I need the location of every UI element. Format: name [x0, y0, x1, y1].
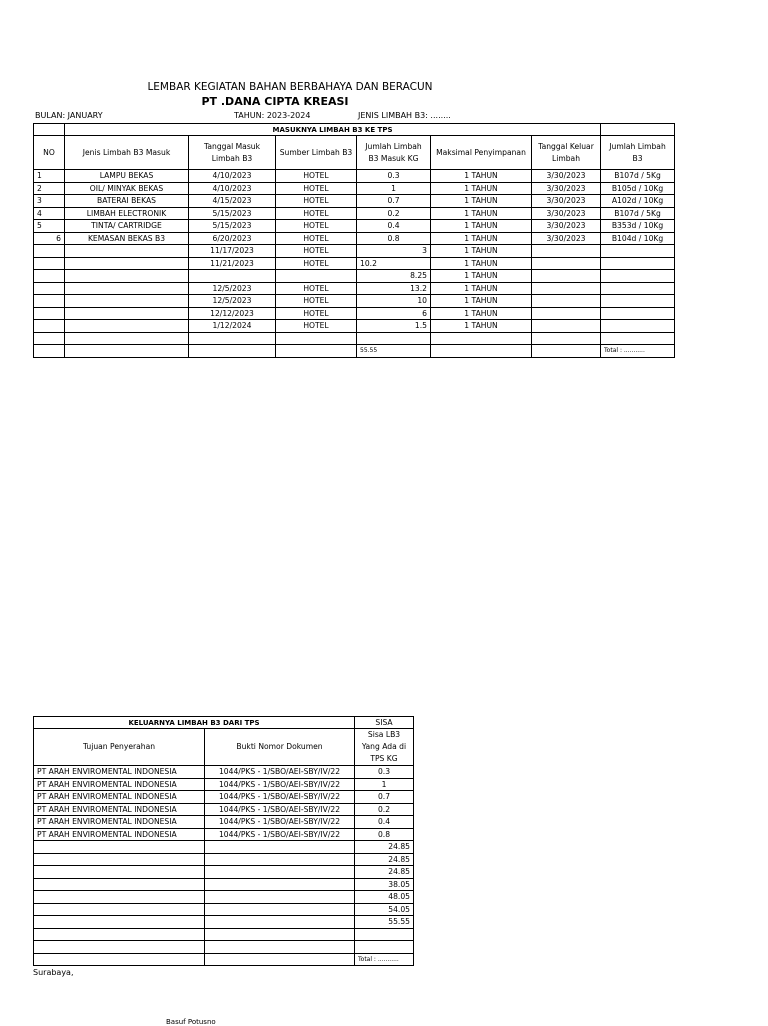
table-cell: 5/15/2023 — [189, 220, 276, 233]
table-cell — [355, 941, 414, 954]
table-cell: 1044/PKS - 1/SBO/AEI-SBY/IV/22 — [205, 828, 355, 841]
table-cell: 4/15/2023 — [189, 195, 276, 208]
table-row — [34, 778, 414, 791]
table-row — [34, 220, 675, 233]
table-cell: HOTEL — [276, 307, 357, 320]
table-cell — [205, 916, 355, 929]
table-row — [34, 916, 414, 929]
company-name: PT .DANA CIPTA KREASI — [201, 95, 349, 108]
table-cell: 3 — [34, 195, 65, 208]
table-cell — [532, 295, 601, 308]
table-cell — [189, 332, 276, 345]
table-cell: 1 TAHUN — [431, 257, 532, 270]
table-cell: 4/10/2023 — [189, 182, 276, 195]
table-row — [34, 182, 675, 195]
table-cell: 12/5/2023 — [189, 295, 276, 308]
table-cell — [601, 320, 675, 333]
table-cell: 1.5 — [357, 320, 431, 333]
table-cell — [355, 928, 414, 941]
table-row — [34, 195, 675, 208]
column-header: Sisa LB3 Yang Ada di TPS KG — [355, 729, 414, 766]
table-cell: 1 TAHUN — [431, 232, 532, 245]
column-header: Tujuan Penyerahan — [34, 729, 205, 766]
table-cell: 0.2 — [357, 207, 431, 220]
total-row — [34, 953, 414, 966]
table-cell — [34, 257, 65, 270]
table-cell — [532, 257, 601, 270]
table-cell: 3/30/2023 — [532, 207, 601, 220]
table-cell: B105d / 10Kg — [601, 182, 675, 195]
table-cell — [205, 853, 355, 866]
table-cell — [532, 282, 601, 295]
table-cell: 1/12/2024 — [189, 320, 276, 333]
table-row — [34, 766, 414, 779]
table-cell: 0.8 — [355, 828, 414, 841]
table-cell — [532, 320, 601, 333]
table-cell: 6 — [357, 307, 431, 320]
table-cell — [34, 320, 65, 333]
sisa-label: SISA — [355, 717, 414, 729]
table-cell — [431, 332, 532, 345]
table-cell — [189, 345, 276, 358]
total-label: Total : ........... — [601, 345, 675, 358]
table-cell: 8.25 — [357, 270, 431, 283]
table-cell — [189, 270, 276, 283]
table-cell: 24.85 — [355, 853, 414, 866]
table-cell: 54.05 — [355, 903, 414, 916]
table-cell — [601, 332, 675, 345]
table-cell: 0.2 — [355, 803, 414, 816]
table-cell — [34, 282, 65, 295]
table-cell — [205, 841, 355, 854]
table-row — [34, 295, 675, 308]
table-cell: 55.55 — [355, 916, 414, 929]
table-cell — [34, 928, 205, 941]
table-cell — [34, 307, 65, 320]
table-cell — [205, 903, 355, 916]
column-header: Bukti Nomor Dokumen — [205, 729, 355, 766]
table-row — [34, 320, 675, 333]
column-header: Jumlah Limbah B3 Masuk KG — [357, 136, 431, 170]
table-cell: 1044/PKS - 1/SBO/AEI-SBY/IV/22 — [205, 778, 355, 791]
table-cell: HOTEL — [276, 182, 357, 195]
table-row — [34, 891, 414, 904]
waste-type-label: JENIS LIMBAH B3: ........ — [358, 111, 451, 120]
table-cell: 1 TAHUN — [431, 295, 532, 308]
table-cell — [601, 307, 675, 320]
table-cell — [532, 345, 601, 358]
table-cell — [65, 245, 189, 258]
table-cell: 1 — [355, 778, 414, 791]
table-cell — [65, 270, 189, 283]
table-cell: 1 TAHUN — [431, 195, 532, 208]
column-header: Tanggal Masuk Limbah B3 — [189, 136, 276, 170]
table-cell: B107d / 5Kg — [601, 170, 675, 183]
table-cell — [601, 257, 675, 270]
table-cell — [65, 320, 189, 333]
table-cell: 10 — [357, 295, 431, 308]
table-cell — [65, 332, 189, 345]
table-cell: 6/20/2023 — [189, 232, 276, 245]
table-cell: 0.8 — [357, 232, 431, 245]
table-cell: 13.2 — [357, 282, 431, 295]
table-cell: 1 TAHUN — [431, 170, 532, 183]
table-cell: HOTEL — [276, 257, 357, 270]
table-row — [34, 853, 414, 866]
table-cell: 3/30/2023 — [532, 220, 601, 233]
table-row — [34, 245, 675, 258]
table-cell: TINTA/ CARTRIDGE — [65, 220, 189, 233]
month-label: BULAN: JANUARY — [35, 111, 103, 120]
table-cell: LAMPU BEKAS — [65, 170, 189, 183]
table-cell: 1 — [34, 170, 65, 183]
column-header: Maksimal Penyimpanan — [431, 136, 532, 170]
table-cell: 1 TAHUN — [431, 182, 532, 195]
table-cell — [34, 332, 65, 345]
table-cell: 1 TAHUN — [431, 282, 532, 295]
table-cell: 2 — [34, 182, 65, 195]
table-cell: 24.85 — [355, 866, 414, 879]
table-row — [34, 816, 414, 829]
table-cell — [601, 270, 675, 283]
table-row — [34, 282, 675, 295]
table-row — [34, 307, 675, 320]
table-cell: KEMASAN BEKAS B3 — [65, 232, 189, 245]
total-value: 55.55 — [357, 345, 431, 358]
table-cell: 1 TAHUN — [431, 207, 532, 220]
table-row — [34, 903, 414, 916]
table-cell — [532, 332, 601, 345]
table-cell — [205, 928, 355, 941]
table-cell: 38.05 — [355, 878, 414, 891]
table-cell: B353d / 10Kg — [601, 220, 675, 233]
table-cell: 5 — [34, 220, 65, 233]
table-cell: HOTEL — [276, 245, 357, 258]
table-row — [34, 791, 414, 804]
table-cell: 0.7 — [355, 791, 414, 804]
table-cell: 0.3 — [357, 170, 431, 183]
table-cell: PT ARAH ENVIROMENTAL INDONESIA — [34, 828, 205, 841]
table-row — [34, 841, 414, 854]
table-cell: BATERAI BEKAS — [65, 195, 189, 208]
table-cell: B104d / 10Kg — [601, 232, 675, 245]
table-cell: LIMBAH ELECTRONIK — [65, 207, 189, 220]
table-cell: 1044/PKS - 1/SBO/AEI-SBY/IV/22 — [205, 766, 355, 779]
table-cell: 3/30/2023 — [532, 232, 601, 245]
table-cell: 1 TAHUN — [431, 270, 532, 283]
table-cell — [601, 295, 675, 308]
table-row — [34, 928, 414, 941]
table-cell — [205, 866, 355, 879]
table-cell: PT ARAH ENVIROMENTAL INDONESIA — [34, 803, 205, 816]
table-cell: HOTEL — [276, 220, 357, 233]
table-cell: 1044/PKS - 1/SBO/AEI-SBY/IV/22 — [205, 816, 355, 829]
table-cell: 1044/PKS - 1/SBO/AEI-SBY/IV/22 — [205, 803, 355, 816]
table-cell: 48.05 — [355, 891, 414, 904]
table-cell: 3 — [357, 245, 431, 258]
total-label: Total : ........... — [355, 953, 414, 966]
table-cell: B107d / 5Kg — [601, 207, 675, 220]
table-cell — [34, 878, 205, 891]
table-cell: HOTEL — [276, 320, 357, 333]
table-cell — [205, 941, 355, 954]
table-cell — [34, 916, 205, 929]
table-cell: 1044/PKS - 1/SBO/AEI-SBY/IV/22 — [205, 791, 355, 804]
table-row — [34, 232, 675, 245]
table-cell — [532, 245, 601, 258]
table-row — [34, 828, 414, 841]
table-cell: PT ARAH ENVIROMENTAL INDONESIA — [34, 778, 205, 791]
table-cell — [205, 891, 355, 904]
table-row — [34, 332, 675, 345]
table-cell — [34, 941, 205, 954]
table-cell — [65, 295, 189, 308]
table-cell — [34, 841, 205, 854]
table-cell: 1 TAHUN — [431, 220, 532, 233]
table-cell — [601, 282, 675, 295]
table-cell — [276, 270, 357, 283]
table-cell: 1 — [357, 182, 431, 195]
city-date-line: Surabaya, — [33, 968, 74, 977]
table-cell: HOTEL — [276, 170, 357, 183]
table-cell — [532, 270, 601, 283]
table-row — [34, 941, 414, 954]
table-cell — [34, 345, 65, 358]
table-cell: A102d / 10Kg — [601, 195, 675, 208]
table-cell: PT ARAH ENVIROMENTAL INDONESIA — [34, 791, 205, 804]
total-row — [34, 345, 675, 358]
table-cell: 1 TAHUN — [431, 320, 532, 333]
table-cell: 0.7 — [357, 195, 431, 208]
table-cell — [34, 270, 65, 283]
table-cell: HOTEL — [276, 282, 357, 295]
table-cell — [431, 345, 532, 358]
column-header: Sumber Limbah B3 — [276, 136, 357, 170]
signatory-name: Basuf Potusno — [166, 1018, 216, 1026]
table-cell: 3/30/2023 — [532, 170, 601, 183]
table-cell: HOTEL — [276, 195, 357, 208]
table-cell: 1 TAHUN — [431, 245, 532, 258]
table-row — [34, 270, 675, 283]
column-header: Jumlah Limbah B3 — [601, 136, 675, 170]
table-cell — [34, 891, 205, 904]
column-header: Tanggal Keluar Limbah — [532, 136, 601, 170]
incoming-table-banner: MASUKNYA LIMBAH B3 KE TPS — [65, 124, 601, 136]
table-row — [34, 878, 414, 891]
table-cell: 3/30/2023 — [532, 195, 601, 208]
table-cell: 12/5/2023 — [189, 282, 276, 295]
table-cell: 6 — [34, 232, 65, 245]
table-cell: 12/12/2023 — [189, 307, 276, 320]
table-cell — [34, 295, 65, 308]
column-header: Jenis Limbah B3 Masuk — [65, 136, 189, 170]
table-cell — [357, 332, 431, 345]
table-cell: 0.3 — [355, 766, 414, 779]
table-cell: 3/30/2023 — [532, 182, 601, 195]
table-cell: 24.85 — [355, 841, 414, 854]
table-cell — [65, 257, 189, 270]
table-cell: OIL/ MINYAK BEKAS — [65, 182, 189, 195]
table-cell: 1 TAHUN — [431, 307, 532, 320]
table-cell: PT ARAH ENVIROMENTAL INDONESIA — [34, 766, 205, 779]
table-cell: PT ARAH ENVIROMENTAL INDONESIA — [34, 816, 205, 829]
table-cell — [205, 878, 355, 891]
table-cell: HOTEL — [276, 295, 357, 308]
table-cell: 0.4 — [355, 816, 414, 829]
table-cell — [34, 953, 205, 966]
table-row — [34, 803, 414, 816]
table-cell: 11/17/2023 — [189, 245, 276, 258]
table-cell: 4/10/2023 — [189, 170, 276, 183]
table-cell: 5/15/2023 — [189, 207, 276, 220]
table-cell — [276, 332, 357, 345]
table-cell — [65, 345, 189, 358]
table-cell — [34, 903, 205, 916]
incoming-waste-table — [33, 123, 675, 358]
table-cell: 0.4 — [357, 220, 431, 233]
outgoing-table-banner: KELUARNYA LIMBAH B3 DARI TPS — [34, 717, 355, 729]
table-cell — [34, 245, 65, 258]
table-cell: 10.2 — [357, 257, 431, 270]
table-cell — [601, 245, 675, 258]
table-cell: HOTEL — [276, 207, 357, 220]
table-row — [34, 170, 675, 183]
outgoing-waste-table — [33, 716, 414, 966]
table-cell — [65, 282, 189, 295]
table-cell — [532, 307, 601, 320]
table-cell — [34, 853, 205, 866]
column-header: NO — [34, 136, 65, 170]
table-cell — [65, 307, 189, 320]
year-label: TAHUN: 2023-2024 — [234, 111, 311, 120]
table-cell — [276, 345, 357, 358]
table-cell — [34, 866, 205, 879]
table-cell: HOTEL — [276, 232, 357, 245]
table-row — [34, 257, 675, 270]
table-cell: 11/21/2023 — [189, 257, 276, 270]
table-row — [34, 207, 675, 220]
document-title: LEMBAR KEGIATAN BAHAN BERBAHAYA DAN BERACUN — [147, 81, 433, 93]
table-cell: 4 — [34, 207, 65, 220]
table-row — [34, 866, 414, 879]
table-cell — [205, 953, 355, 966]
